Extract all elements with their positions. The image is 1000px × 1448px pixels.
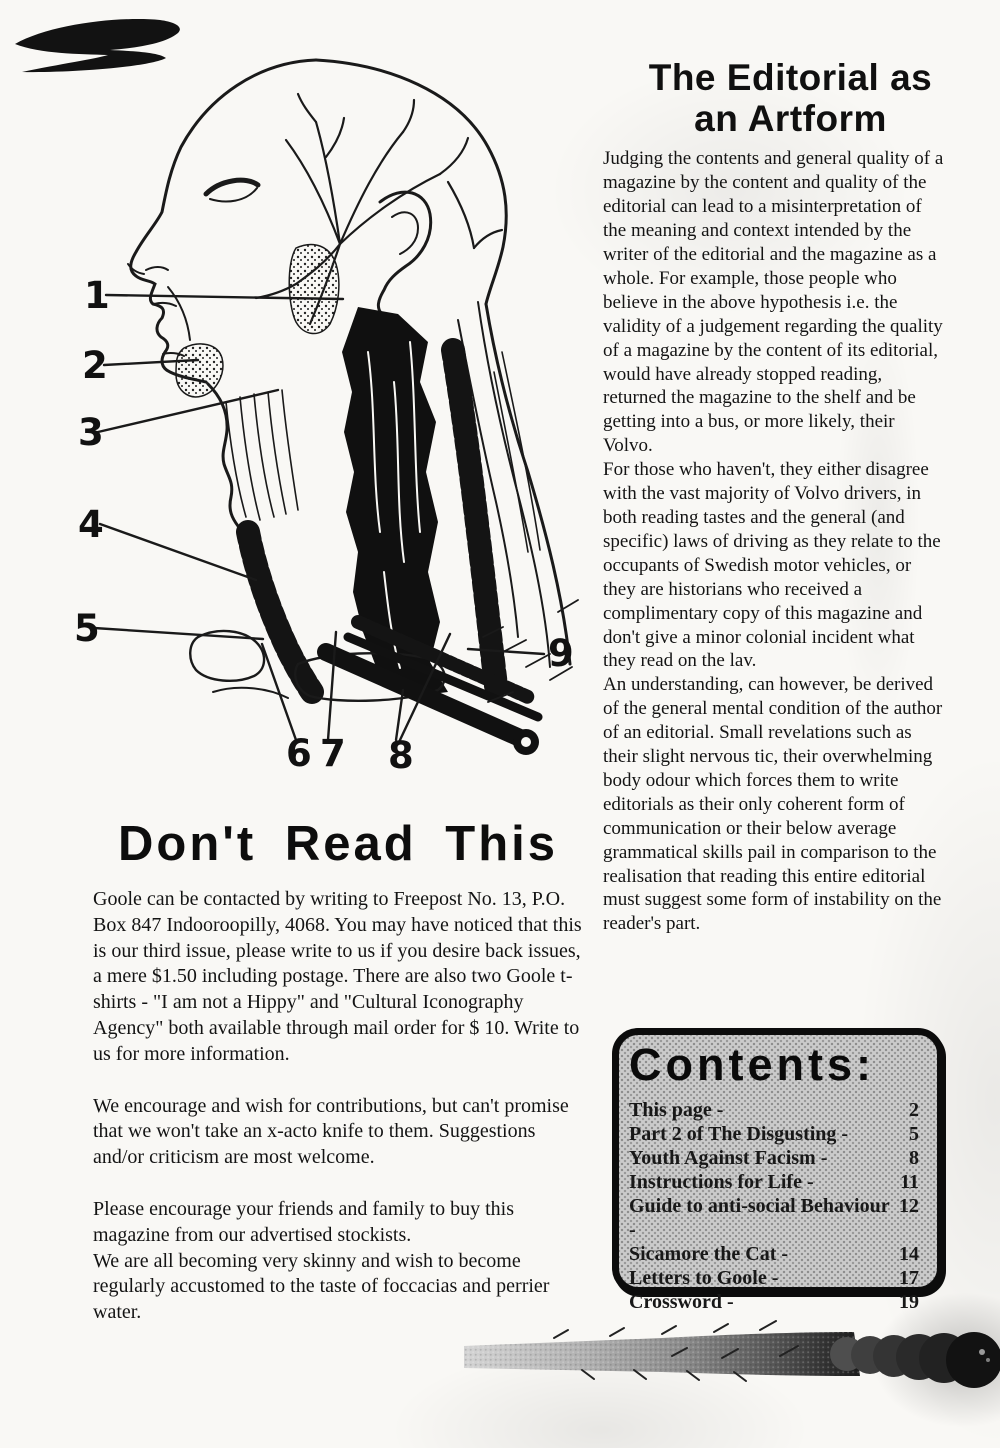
dont-read-paragraph: Please encourage your friends and family to buy this magazine from our advertised stockists. — [93, 1197, 514, 1246]
figure-label-5: 5 — [74, 607, 100, 650]
figure-label-6: 6 — [286, 732, 312, 775]
contents-item-page: 19 — [899, 1291, 919, 1314]
contents-item — [629, 1194, 925, 1242]
contents-item-page: 8 — [909, 1147, 919, 1170]
contents-item-page: 12 — [899, 1195, 919, 1218]
figure-label-3: 3 — [78, 411, 104, 454]
figure-label-7: 7 — [320, 732, 346, 775]
contents-item — [629, 1146, 925, 1170]
gradient-tail-graphic — [462, 1316, 1000, 1406]
editorial-paragraph: An understanding, can however, be derived of the general mental condition of the author of an editorial. Small revelations such as their slight nervous tic, their overwhelming body odour which forces them to write editorials as their only coherent form of communication or their below average grammatical skills pail in comparison to the realisation that reading this entire editorial must suggest some form of instability on the reader's part. — [603, 674, 943, 935]
contents-item-label: Letters to Goole - — [629, 1267, 779, 1290]
contents-item-label: Guide to anti-social Behaviour - — [629, 1195, 890, 1242]
contents-title: Contents: — [629, 1039, 875, 1090]
contents-item-label: Youth Against Facism - — [629, 1147, 828, 1170]
figure-label-1: 1 — [84, 274, 110, 317]
editorial-heading-line1: The Editorial as — [648, 57, 933, 98]
dont-read-paragraph: We encourage and wish for contributions, but can't promise that we won't take an x-acto knife to them. Suggestions and/or criticism are most welcome. — [93, 1094, 569, 1169]
dont-read-heading: Don't Read This — [118, 817, 558, 871]
contents-item-page: 14 — [899, 1243, 919, 1266]
editorial-body — [603, 147, 945, 936]
contents-item — [629, 1170, 925, 1194]
contents-box — [612, 1028, 944, 1314]
editorial-paragraph: For those who haven't, they either disagree with the vast majority of Volvo drivers, in both reading tastes and the general (and specific) laws of driving as they relate to the occupants of Swedish motor vehicles, or they are historians who received a complimentary copy of this magazine and don't give a minor colonial incident what they read on the lav. — [603, 459, 941, 672]
editorial-heading — [603, 58, 978, 139]
dont-read-paragraph: Goole can be contacted by writing to Freepost No. 13, P.O. Box 847 Indooroopilly, 4068. You may have noticed that this is our third issue, please write to us if you desire back issues, a mere $1.50 including postage. There are also two Goole t-shirts - "I am not a Hippy" and "Cultural Iconography Agency" both available through mail order for $ 10. Write to us for more information. — [93, 888, 582, 1065]
contents-item — [629, 1122, 925, 1146]
contents-item-page: 11 — [900, 1171, 919, 1194]
contents-item — [629, 1266, 925, 1290]
contents-item-page: 5 — [909, 1123, 919, 1146]
dont-read-column — [93, 817, 583, 1326]
contents-item-label: Sicamore the Cat - — [629, 1243, 789, 1266]
contents-item-label: Part 2 of The Disgusting - — [629, 1123, 849, 1146]
contents-item — [629, 1290, 925, 1314]
contents-item-label: Instructions for Life - — [629, 1171, 814, 1194]
dont-read-body — [93, 887, 583, 1326]
figure-label-8: 8 — [388, 734, 414, 777]
contents-item-page: 17 — [899, 1267, 919, 1290]
contents-item-page: 2 — [909, 1099, 919, 1122]
editorial-heading-line2: an Artform — [694, 97, 887, 139]
editorial-column — [603, 58, 978, 936]
anatomy-figure — [58, 52, 598, 797]
contents-item — [629, 1098, 925, 1122]
editorial-paragraph: Judging the contents and general quality of a magazine by the content and quality of the editorial can lead to a misinterpretation of the meaning and context intended by the writer of the editorial and the magazine as a whole. For example, those people who believe in the above hypothesis i.e. the validity of a judgement regarding the quality of a magazine by the content of its editorial, would have already stopped reading, returned the magazine to the shelf and be getting into a bus, or more likely, their Volvo. — [603, 148, 944, 457]
contents-item — [629, 1242, 925, 1266]
dont-read-paragraph: We are all becoming very skinny and wish to become regularly accustomed to the taste of foccacias and perrier water. — [93, 1249, 550, 1324]
contents-item-label: This page - — [629, 1099, 724, 1122]
contents-item-label: Crossword - — [629, 1291, 734, 1314]
figure-label-2: 2 — [82, 344, 108, 387]
figure-label-4: 4 — [78, 503, 104, 546]
figure-label-9: 9 — [548, 632, 574, 675]
